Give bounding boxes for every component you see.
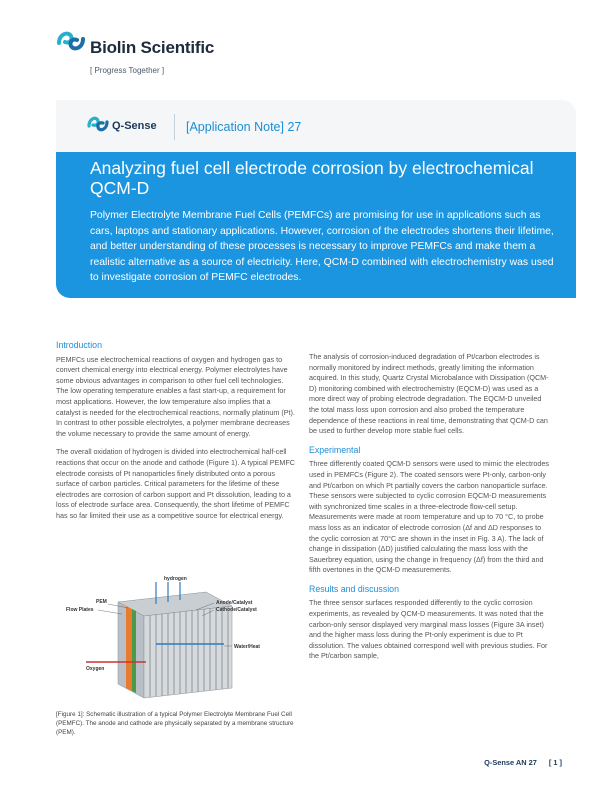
label-oxygen: Oxygen: [86, 666, 105, 672]
title-band: [56, 152, 576, 298]
product-name: Q-Sense: [112, 120, 157, 132]
results-paragraph: The three sensor surfaces responded differently to the cyclic corrosion experiments, as revealed by QCM-D measurements. It was noted that the carbon-only sensor displayed very marginal mass losses (Figure 3A inset) and the higher mass loss during the Pt-only experiment is due to Pt dissolution. The values obtained correspond well with previous studies. For the Pt/carbon sample,: [309, 598, 548, 661]
application-note-label: [Application Note] 27: [186, 120, 302, 134]
experimental-heading: Experimental: [309, 444, 361, 455]
label-hydrogen: hydrogen: [164, 576, 187, 582]
right-paragraph-1: The analysis of corrosion-induced degradation of Pt/carbon electrodes is normally monitored by indirect methods, greatly limiting the information acquired. In this study, Quartz Crystal Microbalance with Dissipation (QCM-D) monitoring combined with electrochemistry (EQCM-D) was used as a more direct way of probing electrode degradation. The EQCM-D unveiled the total mass loss upon corrosion and also probed the temperature dependence of these reactions in real time, demonstrating that QCM-D can be used to further develop more stable fuel cells.: [309, 352, 549, 436]
header-divider: [174, 114, 175, 140]
biolin-logo-icon: [56, 26, 86, 56]
label-water-heat: Water/Heat: [234, 644, 260, 650]
qsense-logo-icon: [86, 112, 110, 136]
introduction-heading: Introduction: [56, 340, 102, 350]
right-column: [309, 352, 549, 670]
app-note-header: [56, 100, 576, 152]
experimental-paragraph: Three differently coated QCM-D sensors were used to mimic the electrodes used in PEMFCs (Figure 2). The coated sensors were Pt-only, carbon-only and Pt/carbon on which Pt partially covers the carbon nanoparticle surface. These sensors were subjected to cyclic corrosion EQCM-D measurements with synchronized time scales in a three-electrode flow-cell setup. Measurements were made at room temperature and up to 70 °C, to probe mass loss as an indicator of electrode corrosion (Δf and ΔD responses to the cyclic corrosion at 70°C are shown in the inset in Fig. 3 A). The lack of change in dissipation (ΔD) justified calculating the mass loss with the Sauerbrey equation, using the change in frequency (Δf) from the third and fifth overtones in the QCM-D measurements.: [309, 459, 549, 575]
brand-tagline: [ Progress Together ]: [90, 66, 165, 75]
label-flow-plates: Flow Plates: [66, 607, 94, 613]
label-anode: Anode/Catalyst: [216, 600, 253, 606]
footer-label: Q-Sense AN 27: [484, 758, 537, 767]
abstract: Polymer Electrolyte Membrane Fuel Cells (PEMFCs) are promising for use in applications such as cars, laptops and stationary applications. However, corrosion of the electrodes shortens their lifetime, and better understanding of these processes is necessary to improve PEMFCs and make them a realistic alternative as a source of electricity. Here, QCM-D combined with electrochemistry was used to investigate corrosion of PEMFC electrodes.: [90, 210, 554, 283]
biolin-logo: [56, 26, 236, 86]
label-pem: PEM: [96, 599, 107, 605]
brand-name: Biolin Scientific: [90, 38, 215, 57]
figure-1-caption: [Figure 1]: Schematic illustration of a typical Polymer Electrolyte Membrane Fuel Cell (PEMFC). The anode and cathode are physically separated by a membrane structure (PEM).: [56, 711, 294, 736]
fuel-cell-illustration: [56, 574, 296, 706]
results-heading: Results and discussion: [309, 583, 399, 594]
left-column: [56, 340, 296, 530]
intro-paragraph-2: The overall oxidation of hydrogen is divided into electrochemical half-cell reactions that occur on the anode and cathode (Figure 1). A typical PEMFC electrode consists of Pt nanoparticles finely distributed onto a porous surface of carbon particles. Critical parameters for the lifetime of these electrodes are corrosion of carbon support and Pt dissolution, leading to a loss of electrode surface area. Consequently, the short lifetime of PEMFC has so far limited their use as a competitive source for electrical energy.: [56, 447, 295, 520]
page-number: [ 1 ]: [548, 758, 562, 767]
page-title: Analyzing fuel cell electrode corrosion by electrochemical QCM-D: [90, 158, 534, 198]
intro-paragraph-1: PEMFCs use electrochemical reactions of oxygen and hydrogen gas to convert chemical energy into electrical energy. Polymer electrolytes have some obvious advantages in comparison to other fuel cell technologies. The low operating temperature enables a fast start-up, a requirement for most applications. However, the low temperature also implies that a catalyst is needed for the electrochemical reactions, normally platinum (Pt). In contrast to other possible electrolytes, a polymer membrane decreases the volume necessary to provide the same amount of energy.: [56, 354, 295, 438]
label-cathode: Cathode/Catalyst: [216, 607, 257, 613]
fuel-cell-figure: [56, 574, 296, 706]
page-footer: [484, 758, 562, 767]
